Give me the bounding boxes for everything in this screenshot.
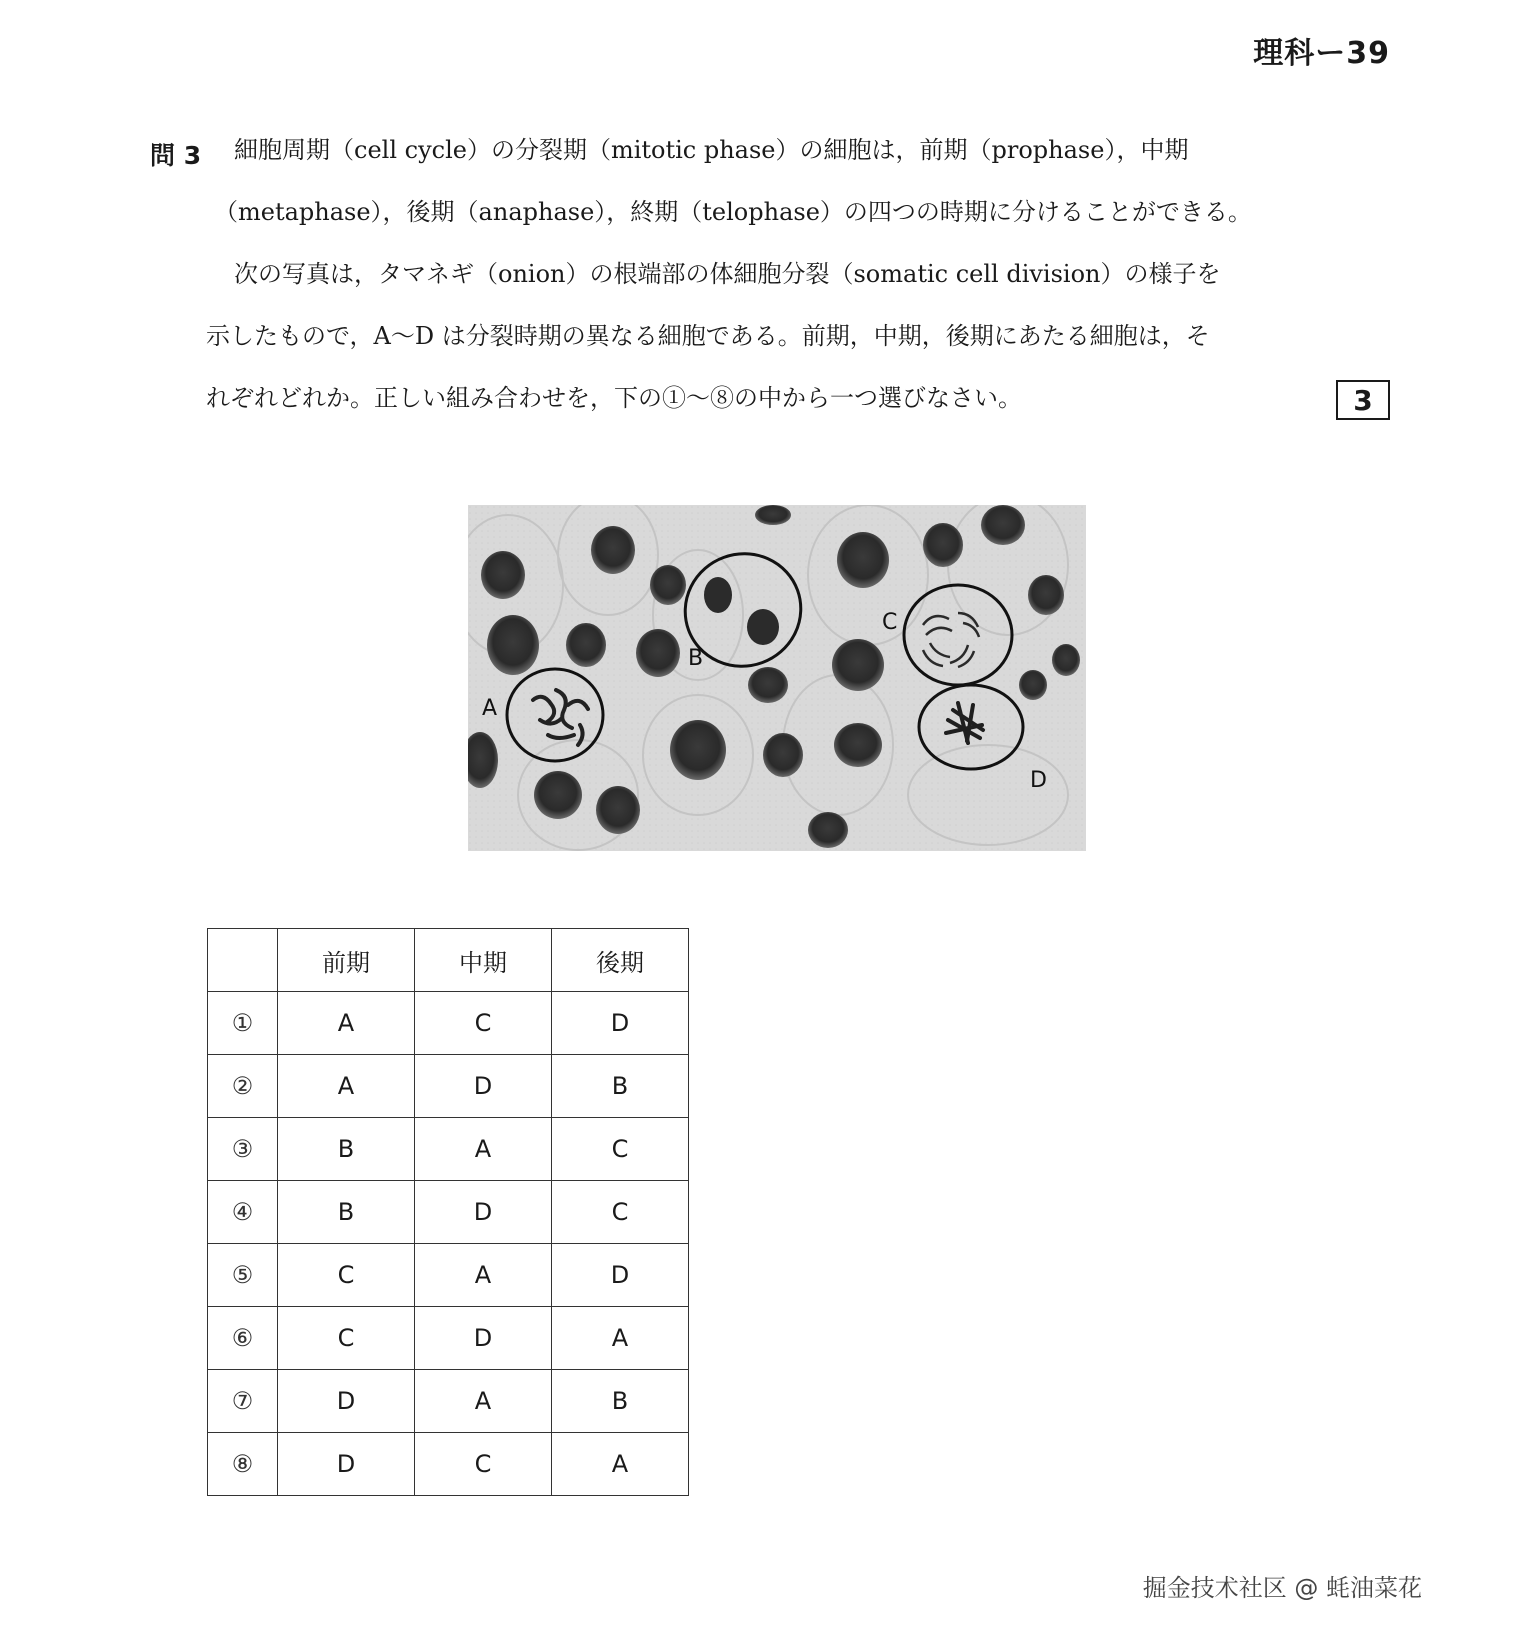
choice-number: ⑥ — [208, 1307, 278, 1370]
choice-cell: A — [552, 1307, 689, 1370]
choice-cell: B — [278, 1118, 415, 1181]
label-b: B — [688, 646, 704, 671]
choice-cell: C — [415, 992, 552, 1055]
question-line-3: 次の写真は，タマネギ（onion）の根端部の体細胞分裂（somatic cell division）の様子を — [234, 260, 1221, 288]
table-header-cell: 後期 — [552, 929, 689, 992]
choice-cell: B — [552, 1055, 689, 1118]
choice-cell: D — [415, 1181, 552, 1244]
table-header-cell — [208, 929, 278, 992]
table-header-cell: 前期 — [278, 929, 415, 992]
choice-cell: D — [552, 992, 689, 1055]
table-row — [208, 992, 689, 1055]
label-d: D — [1030, 768, 1047, 793]
table-row — [208, 1118, 689, 1181]
choice-cell: C — [552, 1181, 689, 1244]
choice-cell: A — [415, 1118, 552, 1181]
table-row — [208, 1370, 689, 1433]
label-c: C — [882, 610, 898, 635]
table-row — [208, 1055, 689, 1118]
micrograph-image — [468, 505, 1086, 851]
table-header-cell: 中期 — [415, 929, 552, 992]
choice-cell: D — [415, 1307, 552, 1370]
table-row — [208, 1244, 689, 1307]
table-row — [208, 1307, 689, 1370]
choice-cell: A — [415, 1370, 552, 1433]
choice-cell: A — [278, 992, 415, 1055]
choice-cell: D — [552, 1244, 689, 1307]
onion-root-tip-micrograph — [468, 505, 1086, 851]
choice-cell: C — [278, 1244, 415, 1307]
label-a: A — [482, 696, 498, 721]
choice-number: ④ — [208, 1181, 278, 1244]
page-label: 理科ー39 — [1253, 36, 1390, 71]
choice-cell: B — [278, 1181, 415, 1244]
choice-number: ② — [208, 1055, 278, 1118]
choice-cell: C — [552, 1118, 689, 1181]
question-line-2: （metaphase），後期（anaphase），終期（telophase）の四つの時期に分けることができる。 — [214, 198, 1252, 226]
question-line-5: れぞれどれか。正しい組み合わせを，下の①～⑧の中から一つ選びなさい。 — [206, 384, 1022, 412]
choice-cell: D — [278, 1433, 415, 1496]
choice-number: ⑤ — [208, 1244, 278, 1307]
choice-cell: A — [415, 1244, 552, 1307]
choice-cell: B — [552, 1370, 689, 1433]
answer-box: 3 — [1336, 380, 1390, 420]
choice-cell: A — [552, 1433, 689, 1496]
choice-cell: D — [278, 1370, 415, 1433]
choice-number: ① — [208, 992, 278, 1055]
question-number: 問 3 — [150, 141, 202, 170]
answer-choices-table — [207, 928, 689, 1496]
table-row — [208, 1181, 689, 1244]
choice-number: ③ — [208, 1118, 278, 1181]
table-row — [208, 1433, 689, 1496]
choice-cell: C — [278, 1307, 415, 1370]
question-line-1: 細胞周期（cell cycle）の分裂期（mitotic phase）の細胞は，前期（prophase），中期 — [234, 136, 1189, 164]
table-header-row — [208, 929, 689, 992]
choice-number: ⑧ — [208, 1433, 278, 1496]
choice-cell: A — [278, 1055, 415, 1118]
watermark: 掘金技术社区 @ 蚝油菜花 — [1142, 1574, 1422, 1602]
question-line-4: 示したもので，A～D は分裂時期の異なる細胞である。前期，中期，後期にあたる細胞は，そ — [206, 322, 1210, 350]
choice-cell: C — [415, 1433, 552, 1496]
choice-cell: D — [415, 1055, 552, 1118]
choice-number: ⑦ — [208, 1370, 278, 1433]
